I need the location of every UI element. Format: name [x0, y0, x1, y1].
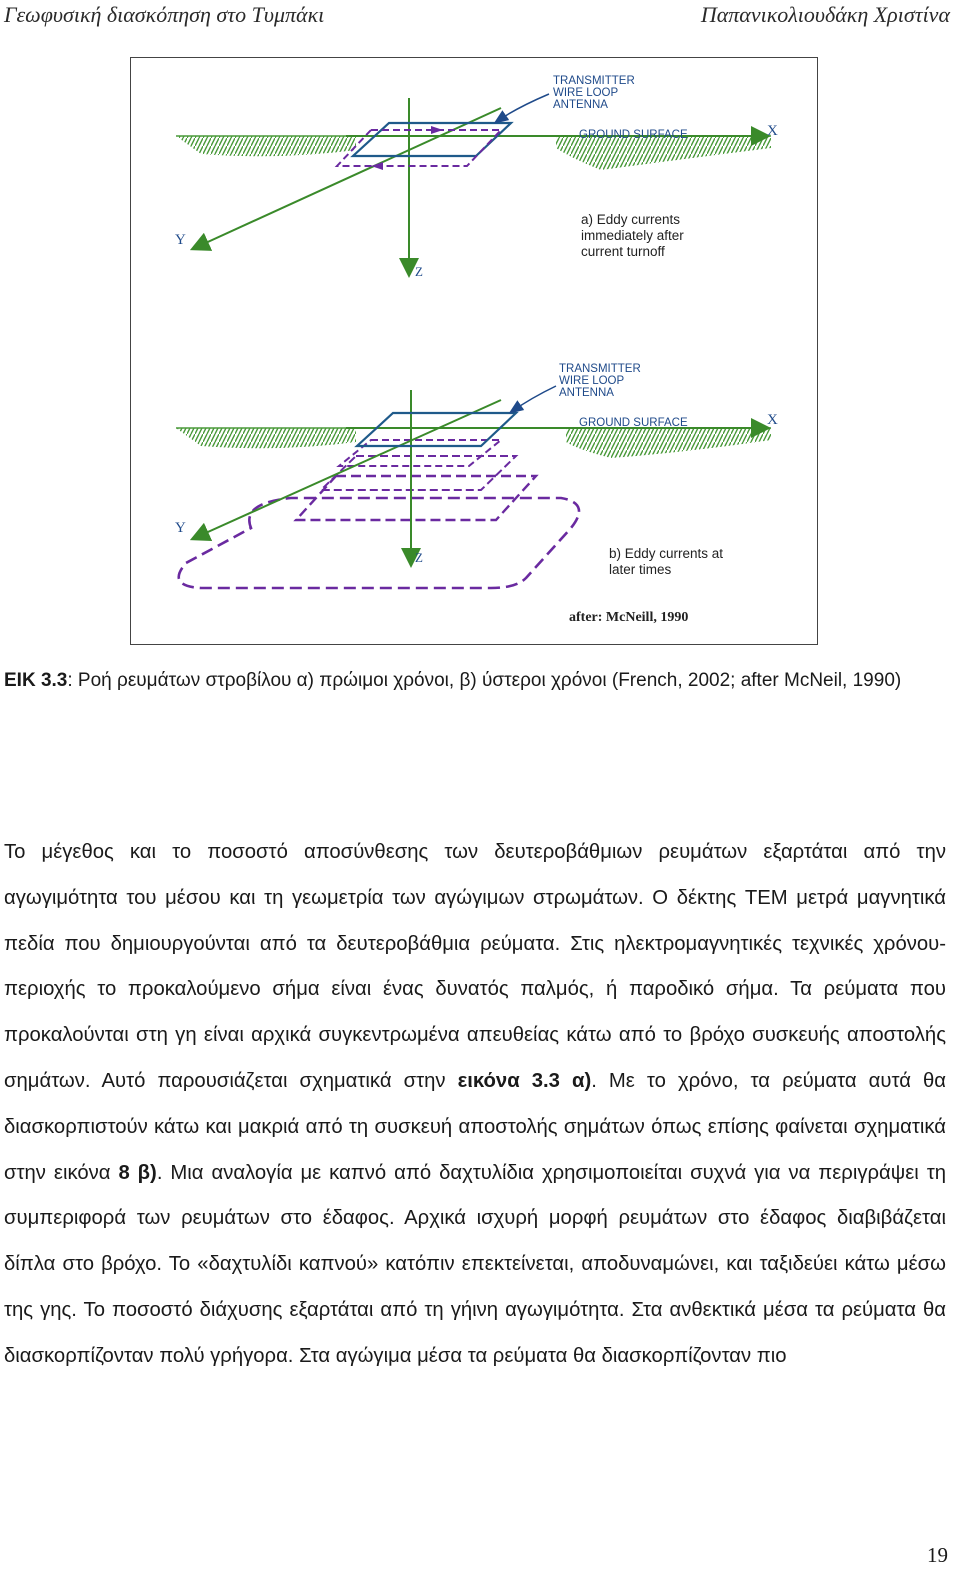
ground-hatch-right-b — [566, 428, 771, 458]
caption-text: : Ροή ρευμάτων στροβίλου α) πρώιμοι χρόνοι, β) ύστεροι χρόνοι (French, 2002; after McNeil, 1990) — [67, 670, 902, 691]
figure-eddy-currents — [130, 57, 818, 645]
desc-a-1: a) Eddy currents — [581, 212, 681, 227]
antenna-label-a-1: TRANSMITTER — [553, 75, 635, 87]
y-axis-b — [199, 400, 501, 536]
desc-a-2: immediately after — [581, 228, 684, 243]
page-number: 19 — [927, 1543, 948, 1567]
desc-a-3: current turnoff — [581, 244, 665, 259]
y-axis-a — [199, 108, 501, 246]
figure-ref-b: 8 β) — [118, 1161, 157, 1184]
ground-label-b: GROUND SURFACE — [579, 417, 688, 429]
caption-label: ΕΙΚ 3.3 — [4, 670, 68, 691]
axis-y-label-a: Y — [175, 232, 186, 248]
figure-credit: after: McNeill, 1990 — [569, 610, 689, 625]
eddy-loop-b-4 — [179, 498, 579, 588]
figure-caption — [4, 660, 949, 702]
running-header-title: Γεωφυσική διασκόπηση στο Τυμπάκι — [4, 2, 325, 27]
antenna-label-a-3: ANTENNA — [553, 99, 608, 111]
axis-x-label-a: X — [767, 123, 778, 139]
desc-b-1: b) Eddy currents at — [609, 546, 724, 561]
axis-z-label-a: Z — [415, 264, 423, 279]
desc-b-2: later times — [609, 562, 672, 577]
ground-label-a: GROUND SURFACE — [579, 129, 688, 141]
running-header-author: Παπανικολιουδάκη Χριστίνα — [700, 2, 950, 27]
antenna-label-b-2: WIRE LOOP — [559, 375, 625, 387]
panel-b — [175, 363, 778, 625]
body-part-2: . Με το χρόνο, τα ρεύματα αυτά θα διασκορπιστούν κάτω και μακριά από τη συσκευή αποστολής σημάτων όπως επίσης φαίνεται σχηματικά στην εικόνα — [4, 1069, 946, 1184]
eddy-loop-b-2 — [321, 456, 516, 490]
ground-hatch-right-a — [556, 136, 771, 170]
panel-a — [175, 75, 778, 279]
ground-hatch-left-a — [176, 136, 356, 156]
body-part-3: . Μια αναλογία με καπνό από δαχτυλίδια χρησιμοποιείται συχνά για να περιγράψει τη συμπεριφορά των ρευμάτων στο έδαφος. Αρχικά ισχυρή μορφή ρευμάτων στο έδαφος διαβιβάζεται δίπλα στο βρόχο. Το «δαχτυλίδι καπνού» κατόπιν επεκτείνεται, αποδυναμώνει, και ταξιδεύει κάτω μέσω της γης. Το ποσοστό διάχυσης εξαρτάται από τη γήινη αγωγιμότητα. Στα ανθεκτικά μέσα τα ρεύματα θα διασκορπίζονταν πολύ γρήγορα. Στα αγώγιμα μέσα τα ρεύματα θα διασκορπίζονταν πιο — [4, 1161, 947, 1367]
axis-x-label-b: X — [767, 412, 778, 428]
antenna-label-b-3: ANTENNA — [559, 387, 614, 399]
axis-y-label-b: Y — [175, 520, 186, 536]
antenna-label-b-1: TRANSMITTER — [559, 363, 641, 375]
figure-diagram — [131, 58, 817, 644]
body-paragraph — [4, 830, 946, 1380]
antenna-label-a-2: WIRE LOOP — [553, 87, 619, 99]
figure-ref-a: εικόνα 3.3 α) — [457, 1069, 592, 1092]
axis-z-label-b: Z — [415, 550, 423, 565]
body-part-1: Το μέγεθος και το ποσοστό αποσύνθεσης των δευτεροβάθμιων ρευμάτων εξαρτάται από την αγωγιμότητα του μέσου και τη γεωμετρία των αγώγιμων στρωμάτων. Ο δέκτης TEM μετρά μαγνητικά πεδία που δημιουργούνται από τα δευτεροβάθμια ρεύματα. Στις ηλεκτρομαγνητικές τεχνικές χρόνου-περιοχής το προκαλούμενο σήμα είναι ένας δυνατός παλμός, ή παροδικό σήμα. Τα ρεύματα που προκαλούνται στη γη είναι αρχικά συγκεντρωμένα απευθείας κάτω από το βρόχο συσκευής αποστολής σημάτων. Αυτό παρουσιάζεται σχηματικά στην — [4, 841, 946, 1092]
ground-hatch-left-b — [176, 428, 356, 448]
